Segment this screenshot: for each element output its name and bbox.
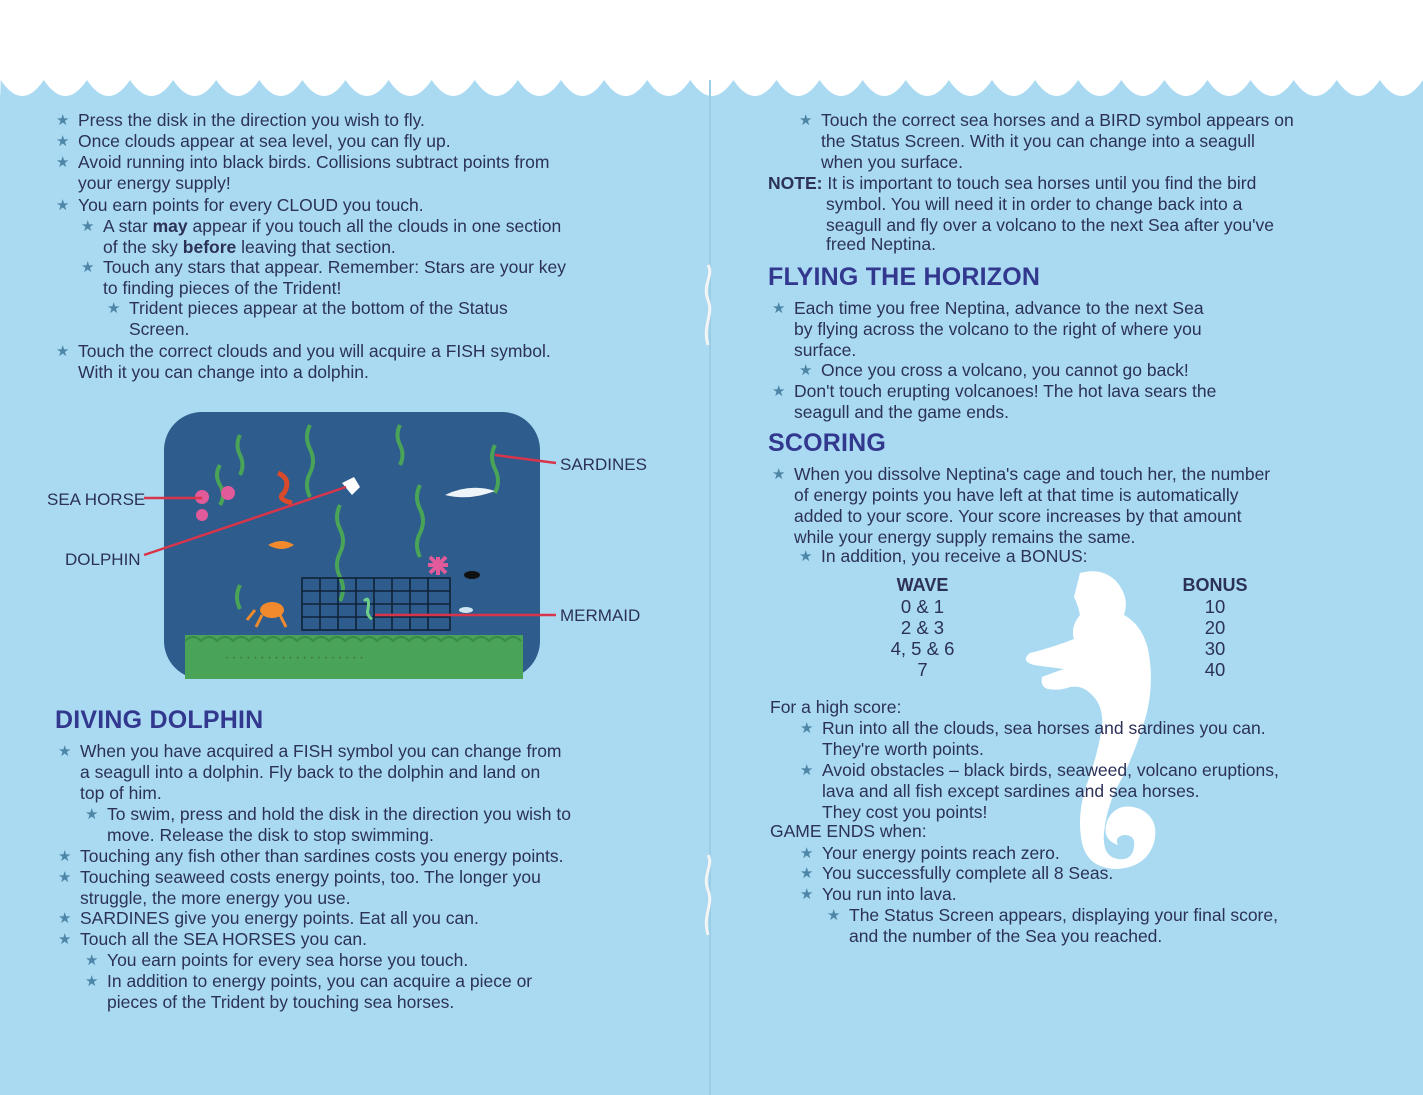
bullet-text-continued: move. Release the disk to stop swimming. <box>107 825 434 845</box>
bullet-text-continued: of the sky before leaving that section. <box>103 237 396 257</box>
list-item <box>58 846 564 867</box>
bonus-column <box>1170 575 1260 680</box>
high-score-label: For a high score: <box>770 697 902 717</box>
note-label: NOTE: <box>768 173 823 193</box>
bullet-text-continued: They're worth points. <box>822 739 984 759</box>
list-item <box>772 381 1217 423</box>
list-item <box>58 929 367 950</box>
note-line: It is important to touch sea horses until you find the bird <box>827 173 1257 193</box>
star-bullet-icon: ★ <box>56 133 70 150</box>
star-bullet-icon: ★ <box>81 218 95 235</box>
bullet-text: When you dissolve Neptina's cage and touch her, the number <box>794 464 1271 484</box>
bullet-text-continued: a seagull into a dolphin. Fly back to the dolphin and land on <box>80 762 541 782</box>
list-item <box>81 216 562 258</box>
star-bullet-icon: ★ <box>772 466 786 483</box>
bullet-text: You earn points for every CLOUD you touch. <box>78 195 424 215</box>
bullet-text: In addition to energy points, you can acquire a piece or <box>107 971 533 991</box>
star-bullet-icon: ★ <box>799 112 813 129</box>
bullet-text: You run into lava. <box>822 884 957 904</box>
list-item <box>56 195 424 216</box>
list-item <box>827 905 1278 947</box>
bullet-text: Trident pieces appear at the bottom of the Status <box>129 298 508 318</box>
bonus-cell: 10 <box>1204 596 1226 617</box>
star-bullet-icon: ★ <box>772 383 786 400</box>
bullet-text: Avoid obstacles – black birds, seaweed, volcano eruptions, <box>822 760 1279 780</box>
label-sardines: SARDINES <box>560 455 647 474</box>
list-item <box>85 950 469 971</box>
bullet-text: A star may appear if you touch all the clouds in one section <box>103 216 562 236</box>
bullet-text-continued: They cost you points! <box>822 802 988 822</box>
bullet-text: Once clouds appear at sea level, you can fly up. <box>78 131 451 151</box>
heading-diving-dolphin: DIVING DOLPHIN <box>55 706 264 734</box>
bullet-text-continued: top of him. <box>80 783 162 803</box>
bonus-header: BONUS <box>1182 575 1248 595</box>
list-item <box>58 867 541 909</box>
list-item <box>800 863 1114 884</box>
star-bullet-icon: ★ <box>800 762 814 779</box>
star-bullet-icon: ★ <box>56 112 70 129</box>
bullet-text-continued: the Status Screen. With it you can change into a seagull <box>821 131 1255 151</box>
wave-cell: 7 <box>917 659 928 680</box>
list-item <box>85 804 571 846</box>
bullet-text: SARDINES give you energy points. Eat all you can. <box>80 908 479 928</box>
bullet-text-continued: pieces of the Trident by touching sea horses. <box>107 992 455 1012</box>
list-item <box>800 843 1060 864</box>
game-ends-label: GAME ENDS when: <box>770 821 927 841</box>
star-bullet-icon: ★ <box>56 197 70 214</box>
staple-top-icon <box>700 260 716 350</box>
star-bullet-icon: ★ <box>58 910 72 927</box>
bullet-text: To swim, press and hold the disk in the direction you wish to <box>107 804 571 824</box>
bullet-text: Once you cross a volcano, you cannot go back! <box>821 360 1189 380</box>
list-item <box>800 760 1279 823</box>
bullet-text: You earn points for every sea horse you touch. <box>107 950 469 970</box>
bullet-text-continued: lava and all fish except sardines and sea horses. <box>822 781 1200 801</box>
bullet-text-continued: of energy points you have left at that time is automatically <box>794 485 1239 505</box>
star-bullet-icon: ★ <box>85 806 99 823</box>
note-line: symbol. You will need it in order to change back into a <box>826 194 1243 214</box>
bullet-text-continued: and the number of the Sea you reached. <box>849 926 1163 946</box>
bullet-text-continued: With it you can change into a dolphin. <box>78 362 369 382</box>
bullet-text: Touch any stars that appear. Remember: Stars are your key <box>103 257 566 277</box>
bonus-table <box>860 575 1270 685</box>
star-bullet-icon: ★ <box>800 720 814 737</box>
bullet-text: Touching seaweed costs energy points, too. The longer you <box>80 867 541 887</box>
bullet-text-continued: Screen. <box>129 319 190 339</box>
label-sea-horse: SEA HORSE <box>47 490 146 509</box>
bullet-text: Avoid running into black birds. Collisions subtract points from <box>78 152 550 172</box>
bullet-text: Press the disk in the direction you wish to fly. <box>78 110 425 130</box>
bullet-text-continued: surface. <box>794 340 857 360</box>
bullet-text: You successfully complete all 8 Seas. <box>822 863 1114 883</box>
star-bullet-icon: ★ <box>56 343 70 360</box>
list-item <box>772 464 1271 548</box>
wave-cell: 0 & 1 <box>900 596 945 617</box>
star-bullet-icon: ★ <box>58 931 72 948</box>
star-bullet-icon: ★ <box>58 869 72 886</box>
note-line: freed Neptina. <box>826 234 936 254</box>
bullet-text: When you have acquired a FISH symbol you can change from <box>80 741 562 761</box>
list-item <box>772 298 1204 361</box>
heading-flying-the-horizon: FLYING THE HORIZON <box>768 263 1041 291</box>
bullet-text-continued: by flying across the volcano to the right of where you <box>794 319 1202 339</box>
bullet-text: Touch the correct sea horses and a BIRD symbol appears on <box>821 110 1294 130</box>
game-screen-figure <box>40 405 660 695</box>
star-bullet-icon: ★ <box>107 300 121 317</box>
label-mermaid: MERMAID <box>560 606 641 625</box>
list-item <box>58 741 562 804</box>
bullet-text: Touching any fish other than sardines costs you energy points. <box>80 846 564 866</box>
star-bullet-icon: ★ <box>85 973 99 990</box>
bullet-text: Touch the correct clouds and you will acquire a FISH symbol. <box>78 341 551 361</box>
bonus-cell: 30 <box>1204 638 1226 659</box>
star-bullet-icon: ★ <box>58 848 72 865</box>
wave-cell: 4, 5 & 6 <box>890 638 955 659</box>
star-bullet-icon: ★ <box>800 886 814 903</box>
bullet-text-continued: struggle, the more energy you use. <box>80 888 351 908</box>
svg-text:ᐩ ᐩ ᐩ ᐩ ᐩ ᐩ ᐩ ᐩ ᐩ ᐩ ᐩ ᐩ ᐩ ᐩ ᐩ: ᐩ ᐩ ᐩ ᐩ ᐩ ᐩ ᐩ ᐩ ᐩ ᐩ ᐩ ᐩ ᐩ ᐩ ᐩ ᐩ ᐩ ᐩ ᐩ ᐩ <box>225 655 364 666</box>
list-item <box>81 257 566 299</box>
bullet-text: Touch all the SEA HORSES you can. <box>80 929 367 949</box>
list-item <box>799 360 1189 381</box>
list-item <box>85 971 533 1013</box>
bonus-cell: 20 <box>1204 617 1226 638</box>
bullet-text-continued: to finding pieces of the Trident! <box>103 278 342 298</box>
bullet-text-continued: while your energy supply remains the same. <box>794 527 1136 547</box>
star-bullet-icon: ★ <box>56 154 70 171</box>
star-bullet-icon: ★ <box>800 845 814 862</box>
list-item <box>800 718 1266 760</box>
star-bullet-icon: ★ <box>800 865 814 882</box>
wave-column <box>860 575 985 680</box>
star-bullet-icon: ★ <box>85 952 99 969</box>
list-item <box>58 908 479 929</box>
page-spine <box>709 80 711 1095</box>
star-bullet-icon: ★ <box>81 259 95 276</box>
wave-border <box>0 0 1423 110</box>
bullet-text: The Status Screen appears, displaying your final score, <box>849 905 1278 925</box>
bullet-text-continued: when you surface. <box>821 152 964 172</box>
bullet-text-continued: your energy supply! <box>78 173 231 193</box>
list-item <box>56 152 550 194</box>
list-item <box>56 131 451 152</box>
list-item <box>799 110 1294 173</box>
bullet-text: Your energy points reach zero. <box>822 843 1060 863</box>
bullet-text-continued: added to your score. Your score increases by that amount <box>794 506 1242 526</box>
star-bullet-icon: ★ <box>58 743 72 760</box>
bullet-text: Don't touch erupting volcanoes! The hot lava sears the <box>794 381 1217 401</box>
note-line: seagull and fly over a volcano to the next Sea after you've <box>826 215 1274 235</box>
list-item <box>107 298 508 340</box>
star-bullet-icon: ★ <box>799 548 813 565</box>
bullet-text: In addition, you receive a BONUS: <box>821 546 1088 566</box>
bullet-text: Run into all the clouds, sea horses and sardines you can. <box>822 718 1266 738</box>
star-bullet-icon: ★ <box>772 300 786 317</box>
star-bullet-icon: ★ <box>827 907 841 924</box>
wave-cell: 2 & 3 <box>900 617 945 638</box>
staple-bottom-icon <box>700 850 716 940</box>
list-item <box>56 110 425 131</box>
list-item <box>800 884 957 905</box>
list-item <box>799 546 1088 567</box>
star-bullet-icon: ★ <box>799 362 813 379</box>
label-dolphin: DOLPHIN <box>65 550 141 569</box>
heading-scoring: SCORING <box>768 429 887 457</box>
wave-header: WAVE <box>896 575 949 595</box>
starfish <box>428 557 448 575</box>
list-item <box>56 341 551 383</box>
bullet-text: Each time you free Neptina, advance to the next Sea <box>794 298 1204 318</box>
bonus-cell: 40 <box>1204 659 1226 680</box>
bullet-text-continued: seagull and the game ends. <box>794 402 1010 422</box>
note-block <box>768 173 1256 194</box>
